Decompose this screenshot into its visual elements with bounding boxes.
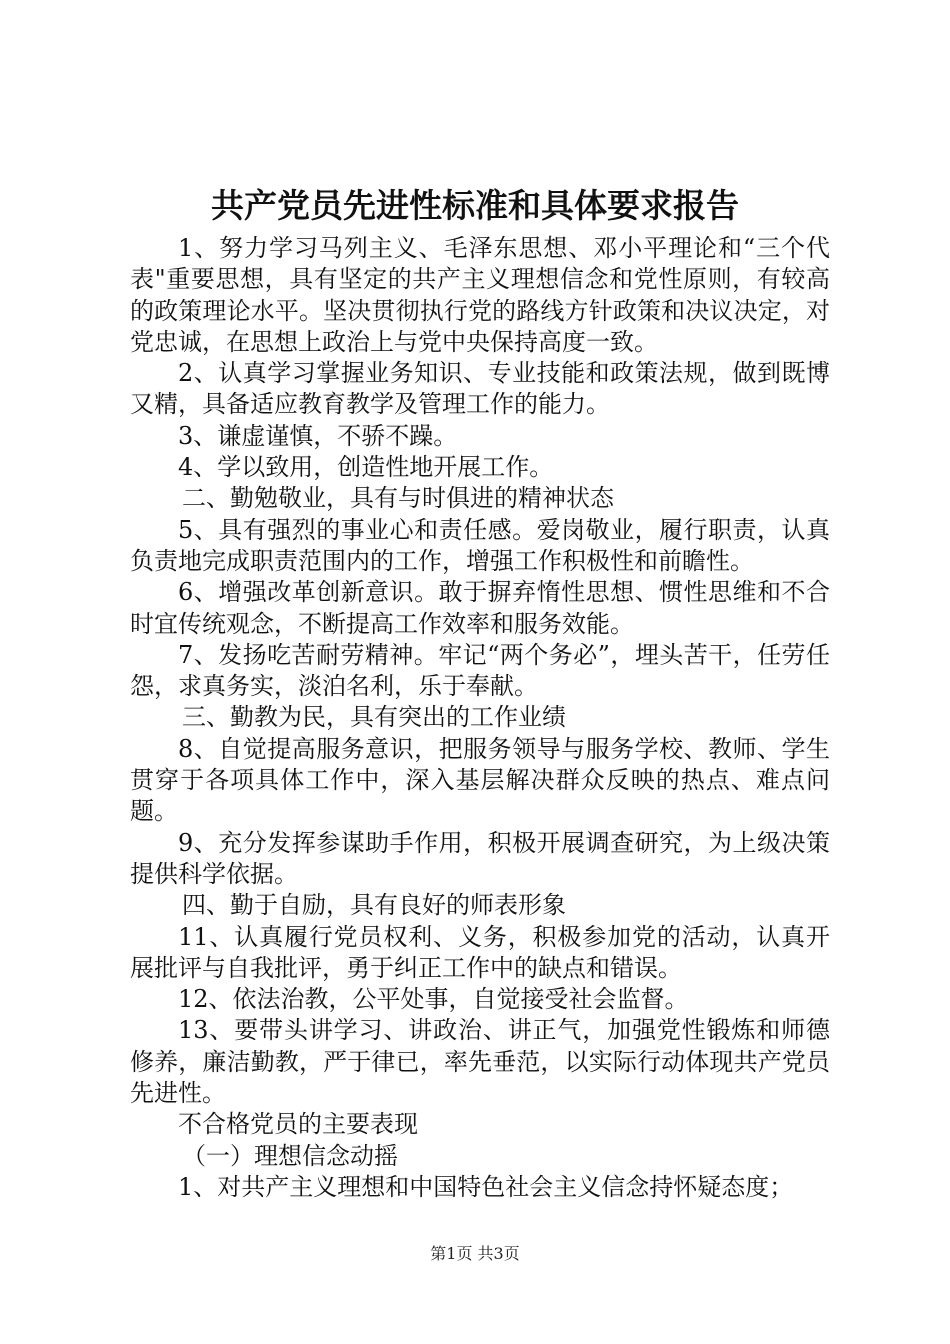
paragraph-item-3: 3、谦虚谨慎，不骄不躁。 (178, 421, 458, 450)
paragraph-item-11: 11、认真履行党员权利、义务，积极参加党的活动，认真开展批评与自我批评，勇于纠正工作中的缺点和错误。 (130, 922, 830, 982)
section-heading-3: 三、勤教为民，具有突出的工作业绩 (182, 703, 566, 732)
paragraph-item-unqualified-1: 1、对共产主义理想和中国特色社会主义信念持怀疑态度； (178, 1172, 794, 1201)
page-footer: 第1页 共3页 (430, 1244, 520, 1263)
document-title: 共产党员先进性标准和具体要求报告 (211, 186, 739, 225)
paragraph-item-13: 13、要带头讲学习、讲政治、讲正气，加强党性锻炼和师德修养，廉洁勤教，严于律已，率先垂范，以实际行动体现共产党员先进性。 (130, 1016, 830, 1108)
paragraph-item-6: 6、增强改革创新意识。敢于摒弃惰性思想、惯性思维和不合时宜传统观念，不断提高工作效率和服务效能。 (130, 578, 830, 638)
section-heading-unqualified: 不合格党员的主要表现 (178, 1110, 418, 1139)
section-heading-4: 四、勤于自励，具有良好的师表形象 (182, 891, 566, 920)
paragraph-item-2: 2、认真学习掌握业务知识、专业技能和政策法规，做到既博又精，具备适应教育教学及管理工作的能力。 (130, 359, 830, 419)
paragraph-item-8: 8、自觉提高服务意识，把服务领导与服务学校、教师、学生贯穿于各项具体工作中，深入基层解决群众反映的热点、难点问题。 (130, 734, 830, 826)
paragraph-item-7: 7、发扬吃苦耐劳精神。牢记“两个务必”，埋头苦干，任劳任怨，求真务实，淡泊名利，乐于奉献。 (130, 640, 830, 701)
paragraph-item-9: 9、充分发挥参谋助手作用，积极开展调查研究，为上级决策提供科学依据。 (130, 828, 830, 888)
document-body (130, 233, 830, 1203)
section-heading-2: 二、勤勉敬业，具有与时俱进的精神状态 (182, 484, 614, 513)
subsection-heading-1: （一）理想信念动摇 (182, 1141, 398, 1170)
paragraph-item-5: 5、具有强烈的事业心和责任感。爱岗敬业，履行职责，认真负责地完成职责范围内的工作，增强工作积极性和前瞻性。 (130, 515, 830, 575)
paragraph-item-4: 4、学以致用，创造性地开展工作。 (178, 453, 554, 482)
paragraph-item-1: 1、努力学习马列主义、毛泽东思想、邓小平理论和“三个代表"重要思想，具有坚定的共产主义理想信念和党性原则，有较高的政策理论水平。坚决贯彻执行党的路线方针政策和决议决定，对党忠诚，在思想上政治上与党中央保持高度一致。 (130, 234, 830, 356)
paragraph-item-12: 12、依法治教，公平处事，自觉接受社会监督。 (178, 985, 689, 1014)
